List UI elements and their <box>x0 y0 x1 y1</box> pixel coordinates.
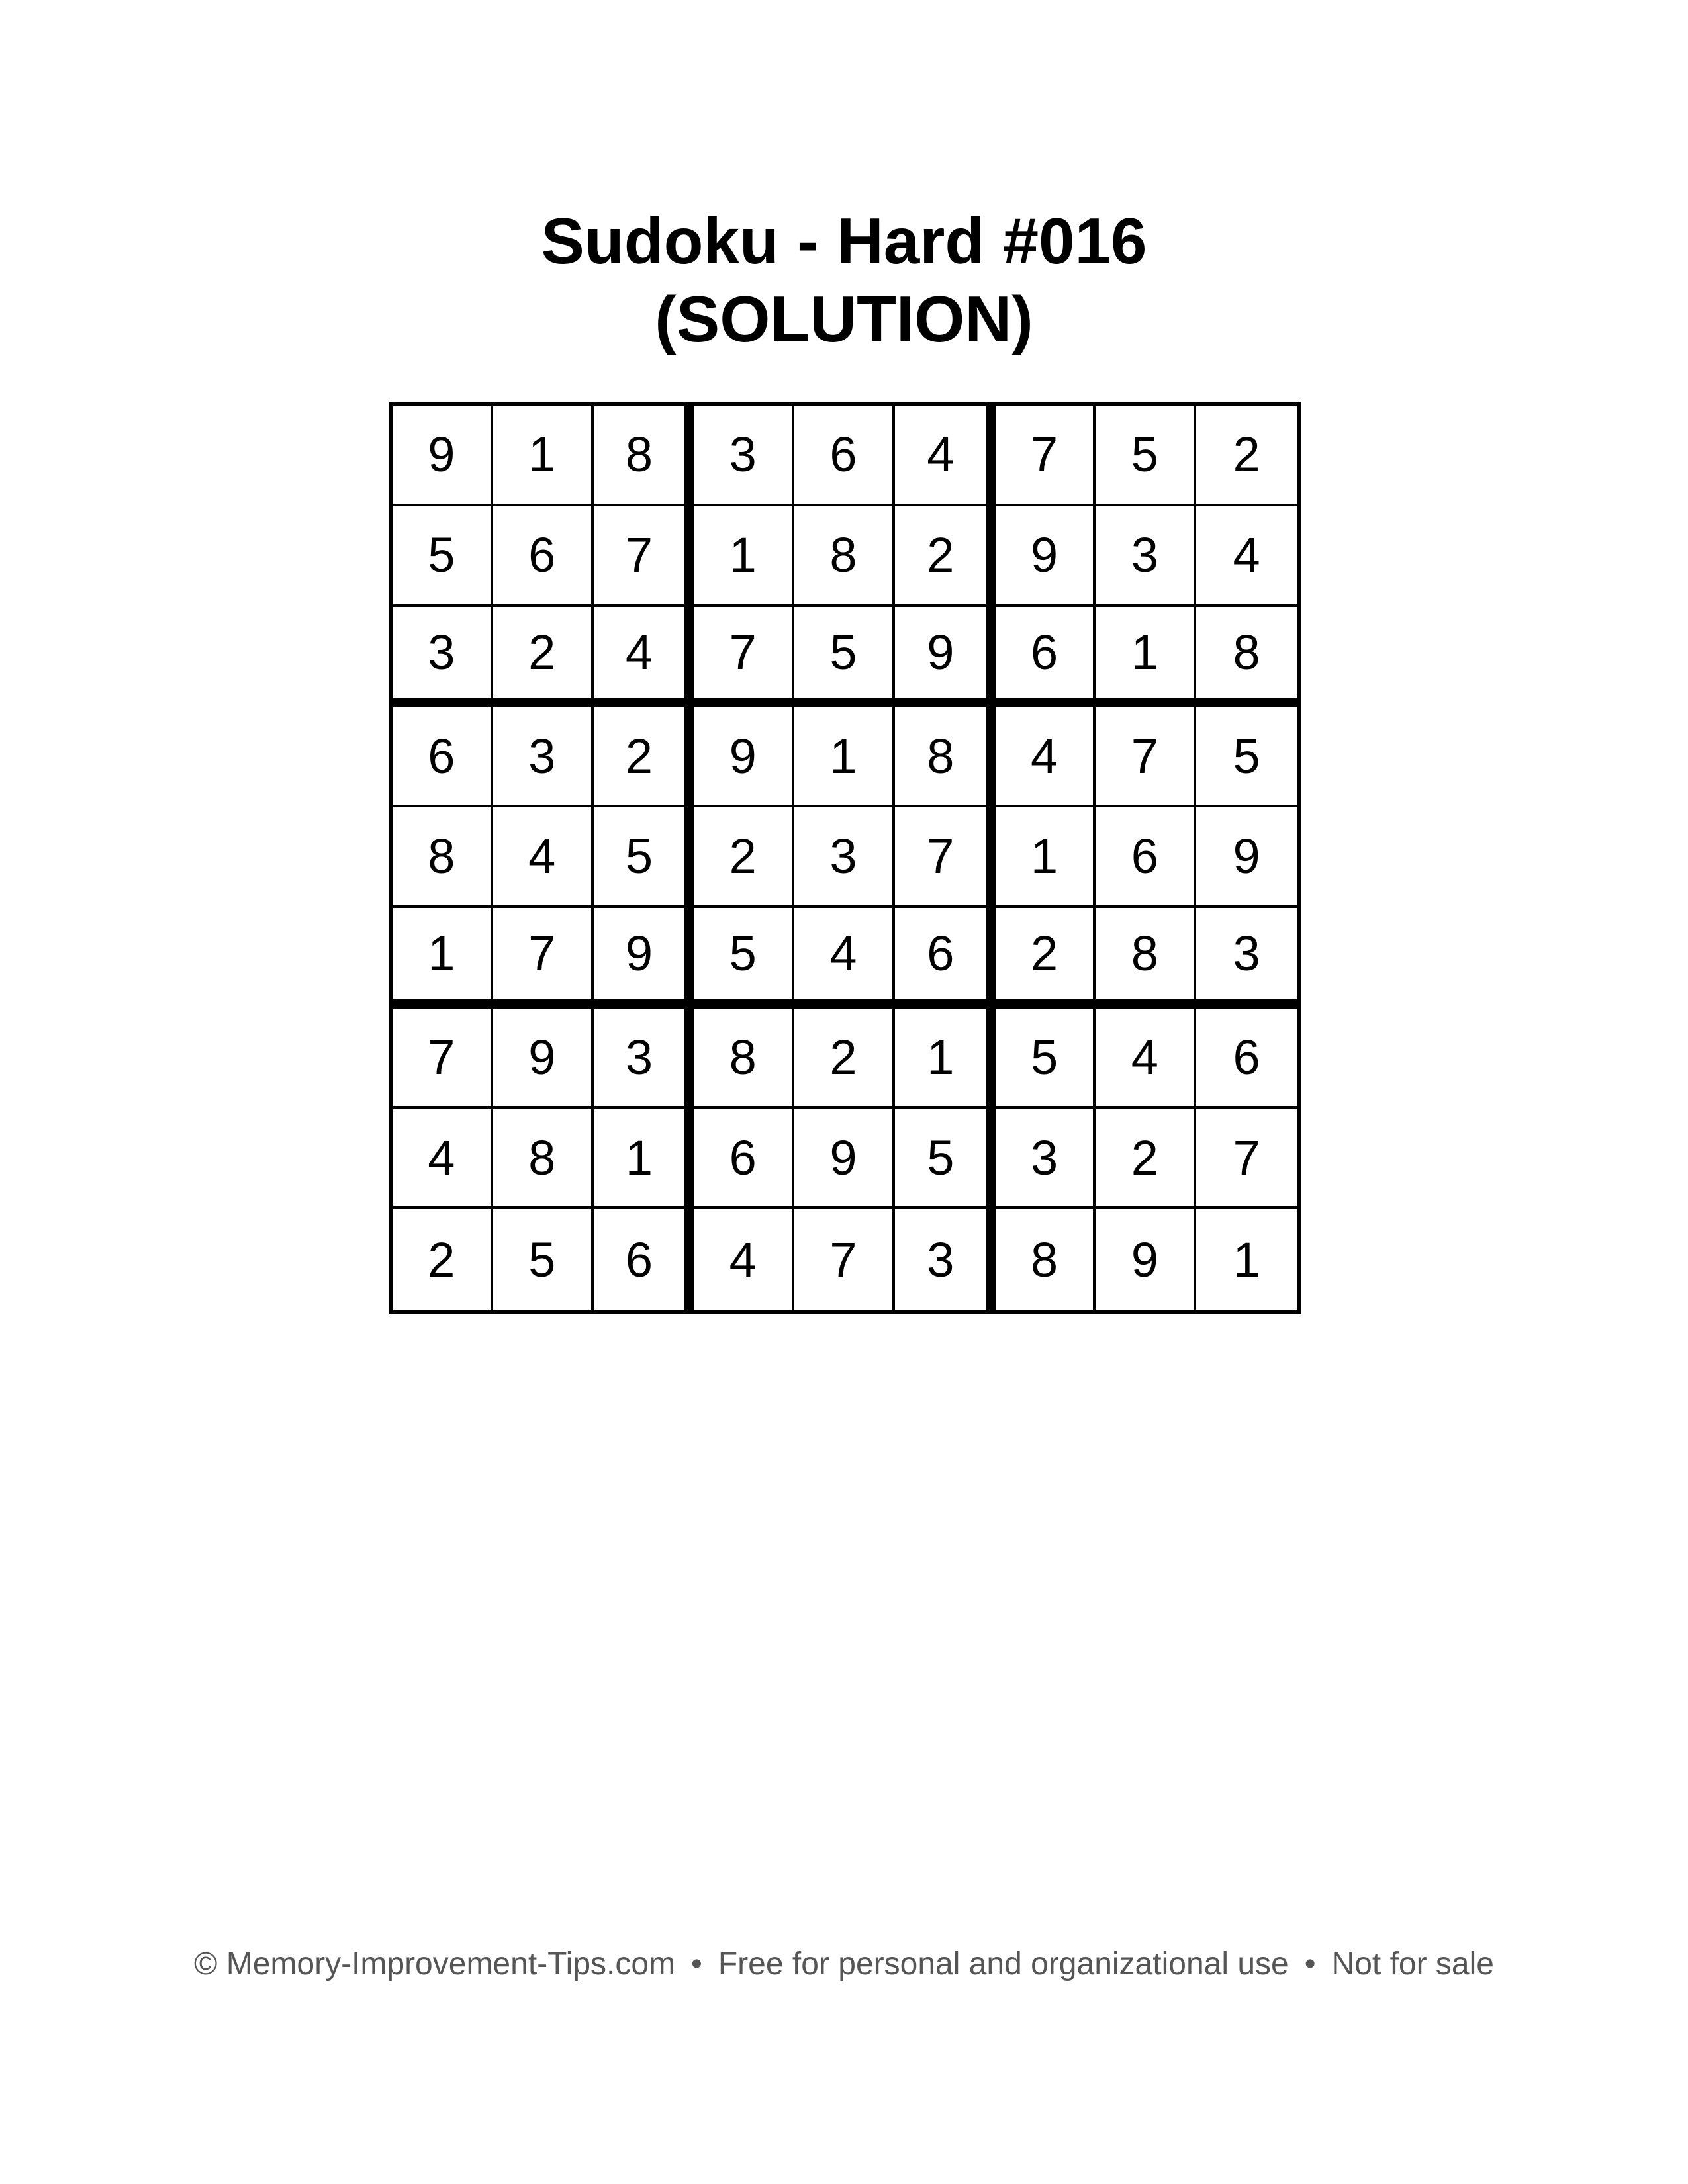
sudoku-cell: 8 <box>393 807 493 908</box>
sudoku-cell: 8 <box>594 406 694 506</box>
footer-separator: • <box>691 1946 702 1981</box>
sudoku-cell: 4 <box>996 707 1096 807</box>
sudoku-grid <box>389 402 1301 1314</box>
sudoku-cell: 7 <box>1196 1109 1297 1209</box>
sudoku-cell: 7 <box>895 807 996 908</box>
sudoku-cell: 7 <box>694 607 794 707</box>
sudoku-cell: 5 <box>1096 406 1196 506</box>
sudoku-cell: 1 <box>694 506 794 607</box>
sudoku-cell: 8 <box>794 506 895 607</box>
sudoku-cell: 9 <box>996 506 1096 607</box>
sudoku-cell: 8 <box>1196 607 1297 707</box>
sudoku-cell: 4 <box>895 406 996 506</box>
sudoku-cell: 1 <box>594 1109 694 1209</box>
sudoku-cell: 2 <box>996 908 1096 1009</box>
title-line-1: Sudoku - Hard #016 <box>541 205 1147 277</box>
sudoku-cell: 3 <box>594 1009 694 1109</box>
footer-usage: Free for personal and organizational use <box>718 1946 1289 1981</box>
sudoku-cell: 7 <box>1096 707 1196 807</box>
sudoku-cell: 2 <box>1196 406 1297 506</box>
sudoku-cell: 9 <box>794 1109 895 1209</box>
sudoku-cell: 4 <box>694 1209 794 1310</box>
sudoku-cell: 8 <box>895 707 996 807</box>
sudoku-cell: 6 <box>493 506 594 607</box>
sudoku-cell: 7 <box>794 1209 895 1310</box>
sudoku-cell: 1 <box>794 707 895 807</box>
footer-copyright: © Memory-Improvement-Tips.com <box>194 1946 676 1981</box>
sudoku-cell: 6 <box>996 607 1096 707</box>
sudoku-cell: 6 <box>1196 1009 1297 1109</box>
footer <box>0 1946 1688 1982</box>
sudoku-cell: 9 <box>493 1009 594 1109</box>
sudoku-cell: 3 <box>1096 506 1196 607</box>
sudoku-cell: 9 <box>594 908 694 1009</box>
sudoku-cell: 6 <box>393 707 493 807</box>
sudoku-cell: 5 <box>996 1009 1096 1109</box>
sudoku-cell: 6 <box>694 1109 794 1209</box>
sudoku-cell: 7 <box>393 1009 493 1109</box>
sudoku-cell: 9 <box>1096 1209 1196 1310</box>
sudoku-cell: 3 <box>895 1209 996 1310</box>
sudoku-cell: 7 <box>996 406 1096 506</box>
title-line-2: (SOLUTION) <box>655 283 1033 355</box>
sudoku-cell: 5 <box>393 506 493 607</box>
sudoku-cell: 3 <box>493 707 594 807</box>
footer-sale: Not for sale <box>1331 1946 1494 1981</box>
sudoku-cell: 8 <box>996 1209 1096 1310</box>
sudoku-cell: 1 <box>895 1009 996 1109</box>
sudoku-cell: 2 <box>393 1209 493 1310</box>
sudoku-cell: 6 <box>895 908 996 1009</box>
sudoku-cell: 5 <box>794 607 895 707</box>
footer-separator: • <box>1304 1946 1316 1981</box>
sudoku-cell: 9 <box>393 406 493 506</box>
sudoku-cell: 6 <box>1096 807 1196 908</box>
sudoku-cell: 4 <box>1096 1009 1196 1109</box>
sudoku-cell: 9 <box>895 607 996 707</box>
sudoku-cell: 1 <box>996 807 1096 908</box>
sudoku-cell: 5 <box>493 1209 594 1310</box>
sudoku-cell: 6 <box>594 1209 694 1310</box>
sudoku-cell: 3 <box>996 1109 1096 1209</box>
sudoku-cell: 1 <box>1233 1232 1260 1287</box>
sudoku-cell: 1 <box>1096 607 1196 707</box>
sudoku-cell: 4 <box>1196 506 1297 607</box>
sudoku-cell: 4 <box>393 1109 493 1209</box>
sudoku-cell: 3 <box>393 607 493 707</box>
sudoku-cell: 7 <box>493 908 594 1009</box>
sudoku-cell: 3 <box>694 406 794 506</box>
sudoku-cell: 4 <box>594 607 694 707</box>
sudoku-cell: 7 <box>594 506 694 607</box>
sudoku-cell: 2 <box>1096 1109 1196 1209</box>
sudoku-cell: 2 <box>895 506 996 607</box>
sudoku-cell: 9 <box>1196 807 1297 908</box>
sudoku-cell: 8 <box>493 1109 594 1209</box>
sudoku-cell: 3 <box>794 807 895 908</box>
sudoku-cell: 6 <box>794 406 895 506</box>
sudoku-cell: 5 <box>694 908 794 1009</box>
sudoku-cell: 1 <box>393 908 493 1009</box>
sudoku-cell: 5 <box>1196 707 1297 807</box>
sudoku-cell: 2 <box>694 807 794 908</box>
sudoku-cell: 8 <box>1096 908 1196 1009</box>
sudoku-cell: 5 <box>895 1109 996 1209</box>
sudoku-cell: 8 <box>694 1009 794 1109</box>
sudoku-cell: 4 <box>493 807 594 908</box>
sudoku-cell: 3 <box>1196 908 1297 1009</box>
page-title <box>0 202 1688 358</box>
sudoku-cell: 1 <box>493 406 594 506</box>
sudoku-cell: 2 <box>493 607 594 707</box>
sudoku-cell: 9 <box>694 707 794 807</box>
sudoku-cell: 2 <box>594 707 694 807</box>
sudoku-cell: 4 <box>794 908 895 1009</box>
sudoku-cell: 2 <box>794 1009 895 1109</box>
sudoku-cell: 5 <box>594 807 694 908</box>
